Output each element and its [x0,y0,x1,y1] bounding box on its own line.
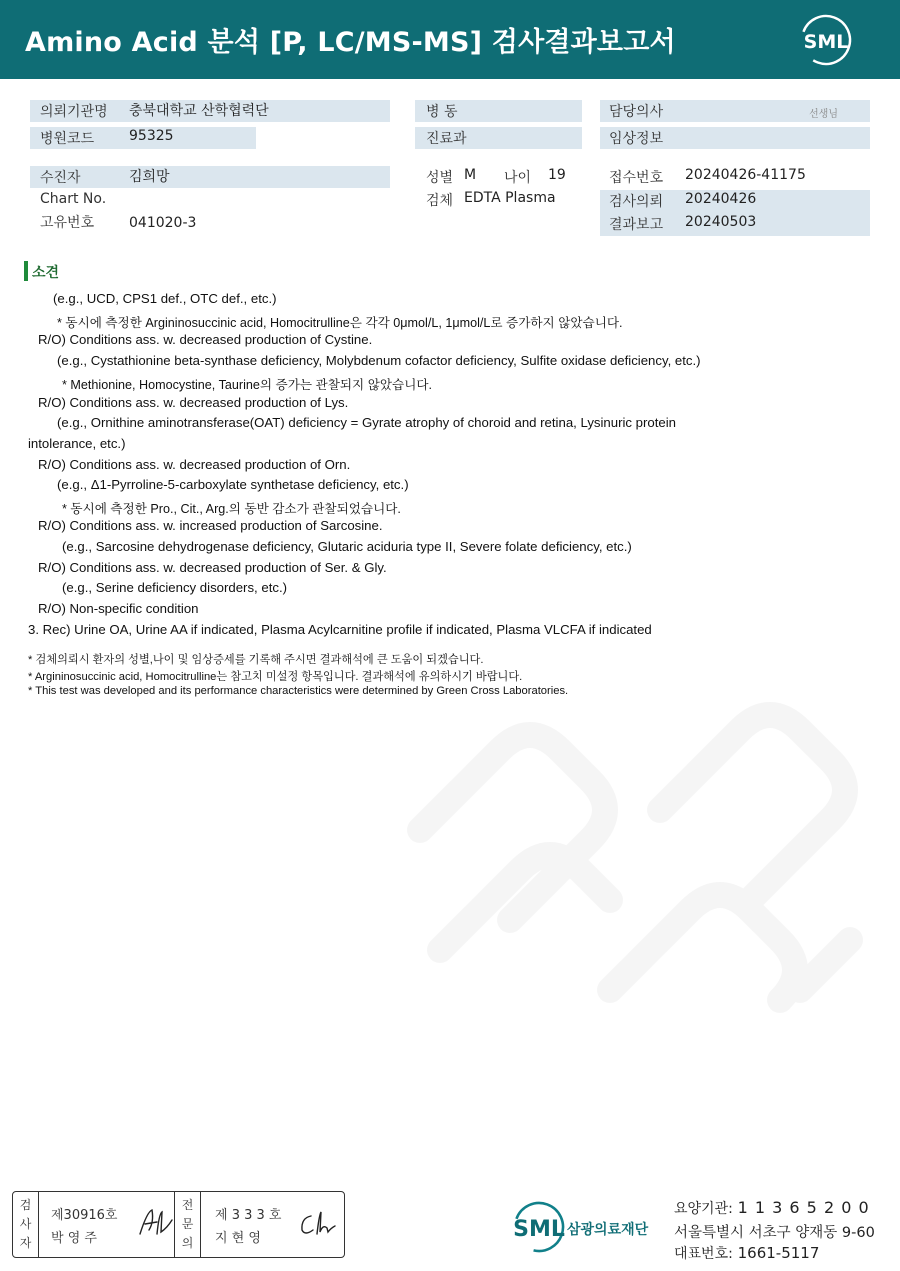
finding-line: R/O) Conditions ass. w. increased production of Sarcosine. [38,518,383,533]
finding-line: (e.g., Ornithine aminotransferase(OAT) deficiency = Gyrate atrophy of choroid and retina, Lysinuric protein [57,415,677,430]
doctor-suffix: 선생님 [809,109,838,120]
report-header [0,0,900,79]
request-date-label: 검사의뢰 [609,194,664,210]
header-logo-text: SML [803,31,849,53]
finding-line: R/O) Conditions ass. w. decreased production of Lys. [38,395,349,410]
finding-line: * Methionine, Homocystine, Taurine의 증가는 관찰되지 않았습니다. [62,378,433,392]
specialist-license-no: 제 3 3 3 호 [215,1208,282,1223]
footer-phone [674,1243,819,1263]
specialist-label-char: 전 [181,1198,194,1212]
finding-line: R/O) Conditions ass. w. decreased production of Cystine. [38,332,373,347]
watermark-icon [330,690,900,1060]
report-date-value: 20240503 [685,214,757,230]
unique-no-label: 고유번호 [40,215,95,231]
patient-name-bar [30,166,390,188]
hospital-code-value: 95325 [129,128,174,144]
report-title: Amino Acid 분석 [P, LC/MS-MS] 검사결과보고서 [25,27,676,58]
sex-value: M [464,167,477,183]
clinical-info-label: 임상정보 [609,131,664,147]
report-date-label: 결과보고 [609,217,664,233]
footer-logo-name: 삼광의료재단 [567,1222,649,1238]
examiner-license-no: 제30916호 [51,1208,118,1223]
finding-line: 3. Rec) Urine OA, Urine AA if indicated, Plasma Acylcarnitine profile if indicated, Plasma VLCFA if indicated [28,622,652,637]
footer-address: 서울특별시 서초구 양재동 9-60 [674,1225,875,1241]
receipt-no-value: 20240426-41175 [685,167,806,183]
hospital-code-label: 병원코드 [40,131,95,147]
finding-line: (e.g., UCD, CPS1 def., OTC def., etc.) [53,291,277,306]
specimen-label: 검체 [426,193,454,209]
ward-label: 병 동 [426,104,458,120]
institution-label: 의뢰기관명 [40,104,108,120]
footer-phone-value: 1661-5117 [737,1244,820,1262]
age-value: 19 [548,167,566,183]
finding-line: R/O) Conditions ass. w. decreased production of Ser. & Gly. [38,560,387,575]
footer-sml-logo-icon [512,1200,662,1254]
finding-line: (e.g., Cystathionine beta-synthase deficiency, Molybdenum cofactor deficiency, Sulfite oxidase deficiency, etc.) [57,353,701,368]
patient-name-value: 김희망 [129,169,170,185]
examiner-label-char: 검 [19,1198,32,1212]
finding-line: R/O) Non-specific condition [38,601,199,616]
finding-line: (e.g., Δ1-Pyrroline-5-carboxylate synthetase deficiency, etc.) [57,477,409,492]
findings-marker [24,261,28,281]
finding-line: (e.g., Serine deficiency disorders, etc.) [62,580,288,595]
findings-title: 소견 [32,265,60,281]
footer-logo-text: SML [513,1217,565,1242]
examiner-signature-icon [137,1206,175,1240]
footer-institution [674,1198,870,1218]
specialist-name: 지 현 영 [215,1231,261,1246]
examiner-name: 박 영 주 [51,1231,97,1246]
finding-line: intolerance, etc.) [28,436,126,451]
department-label: 진료과 [426,131,467,147]
note-line: * 검체의뢰시 환자의 성별,나이 및 임상증세를 기록해 주시면 결과해석에 큰 도움이 되겠습니다. [28,654,484,666]
specialist-label [175,1192,201,1257]
request-date-value: 20240426 [685,191,757,207]
note-line: * This test was developed and its performance characteristics were determined by Green Cross Laboratories. [28,685,569,697]
finding-line: * 동시에 측정한 Pro., Cit., Arg.의 동반 감소가 관찰되었습니다. [62,502,401,516]
sml-logo-icon [796,12,856,68]
footer-institution-label: 요양기관: [674,1201,733,1217]
signature-box [12,1191,345,1258]
unique-no-value: 041020-3 [129,215,197,231]
institution-value: 충북대학교 산학협력단 [129,103,269,119]
examiner-label [13,1192,39,1257]
specialist-label-char: 의 [181,1236,194,1250]
chart-no-label: Chart No. [40,191,107,207]
finding-line: (e.g., Sarcosine dehydrogenase deficiency, Glutaric aciduria type II, Severe folate deficiency, etc.) [62,539,632,554]
examiner-label-char: 사 [19,1217,32,1231]
specialist-label-char: 문 [181,1217,194,1231]
note-line: * Argininosuccinic acid, Homocitrulline는 참고치 미설정 항목입니다. 결과해석에 유의하시기 바랍니다. [28,671,523,683]
age-label: 나이 [504,170,532,186]
doctor-label: 담당의사 [609,104,664,120]
sex-label: 성별 [426,170,454,186]
patient-name-label: 수진자 [40,170,81,186]
specialist-signature-icon [297,1208,337,1240]
footer-institution-value: 1 1 3 6 5 2 0 0 [737,1198,870,1217]
examiner-label-char: 자 [19,1236,32,1250]
finding-line: R/O) Conditions ass. w. decreased production of Orn. [38,457,351,472]
specimen-value: EDTA Plasma [464,190,556,206]
finding-line: * 동시에 측정한 Argininosuccinic acid, Homocitrulline은 각각 0μmol/L, 1μmol/L로 증가하지 않았습니다. [57,316,623,330]
receipt-no-label: 접수번호 [609,170,664,186]
footer-phone-label: 대표번호: [674,1246,733,1262]
